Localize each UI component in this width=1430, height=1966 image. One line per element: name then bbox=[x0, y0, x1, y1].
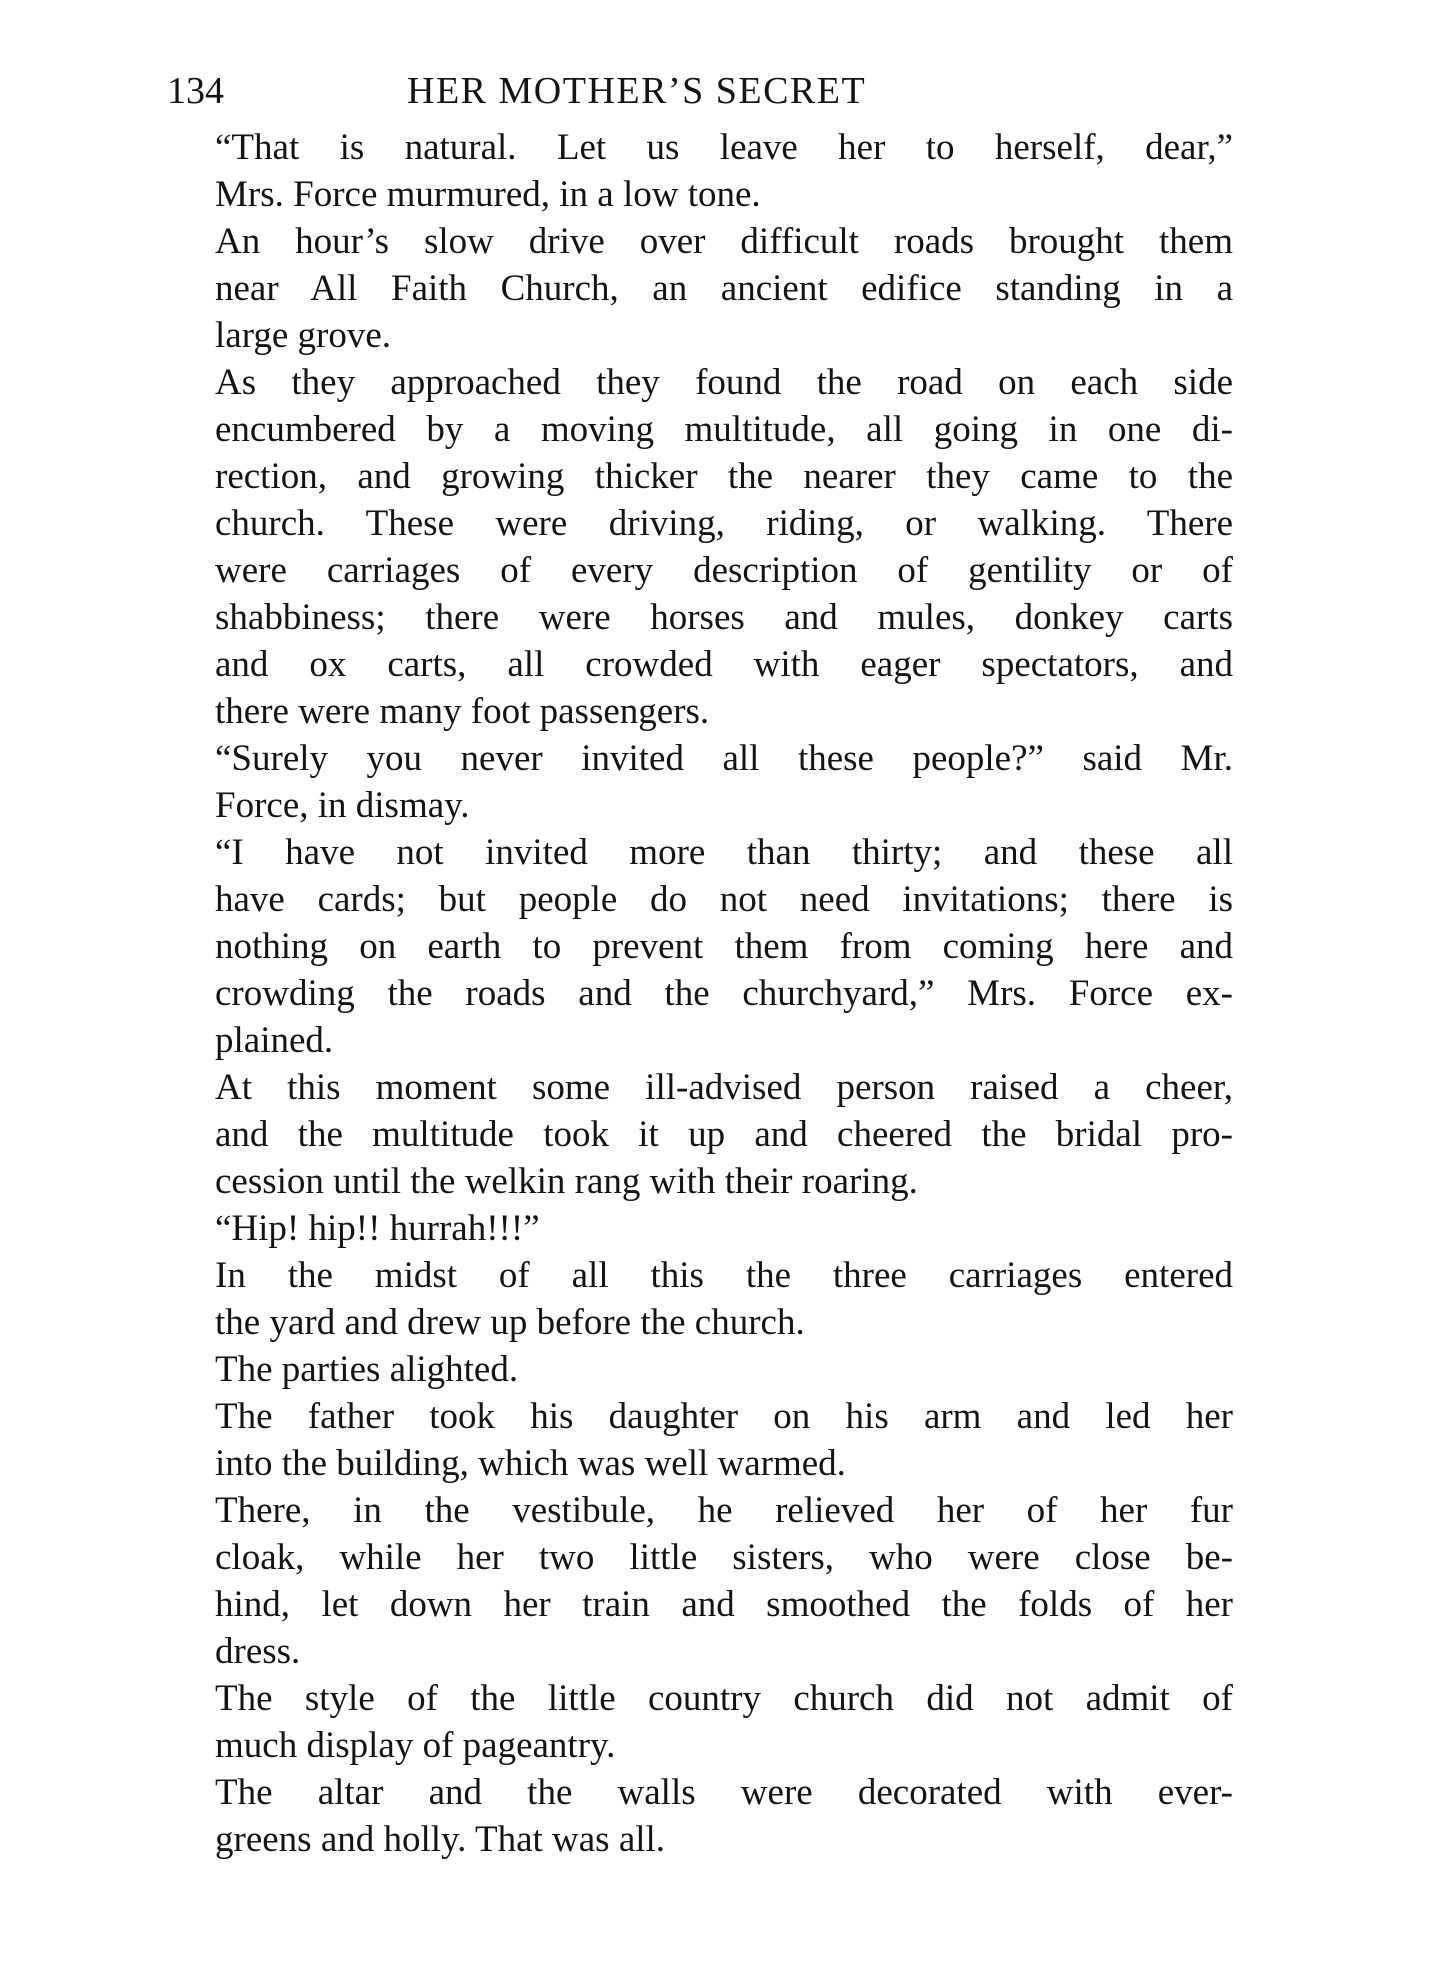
paragraph bbox=[167, 1252, 1233, 1346]
text-line: The father took his daughter on his arm and led her bbox=[215, 1396, 1233, 1437]
text-line: The style of the little country church did not admit of bbox=[215, 1678, 1233, 1719]
running-title: HER MOTHER’S SECRET bbox=[407, 70, 867, 112]
text-line: crowding the roads and the churchyard,” Mrs. Force ex- bbox=[215, 973, 1233, 1014]
paragraph bbox=[167, 359, 1233, 735]
text-line: the yard and drew up before the church. bbox=[215, 1302, 805, 1343]
text-line: were carriages of every description of gentility or of bbox=[215, 550, 1233, 591]
text-line: large grove. bbox=[215, 315, 392, 356]
text-line: As they approached they found the road on each side bbox=[215, 362, 1233, 403]
text-line: and the multitude took it up and cheered the bridal pro- bbox=[215, 1114, 1233, 1155]
paragraph bbox=[167, 1487, 1233, 1675]
text-line: An hour’s slow drive over difficult roads brought them bbox=[215, 221, 1233, 262]
text-line: rection, and growing thicker the nearer they came to the bbox=[215, 456, 1233, 497]
paragraph bbox=[167, 735, 1233, 829]
text-line: The parties alighted. bbox=[215, 1349, 519, 1390]
text-line: there were many foot passengers. bbox=[215, 691, 710, 732]
text-line: “That is natural. Let us leave her to herself, dear,” bbox=[215, 127, 1233, 168]
paragraph bbox=[167, 1675, 1233, 1769]
body-text bbox=[167, 124, 1233, 1863]
paragraph bbox=[167, 1205, 1233, 1252]
text-line: At this moment some ill-advised person raised a cheer, bbox=[215, 1067, 1233, 1108]
text-line: The altar and the walls were decorated with ever- bbox=[215, 1772, 1233, 1813]
text-line: have cards; but people do not need invitations; there is bbox=[215, 879, 1233, 920]
text-line: “I have not invited more than thirty; and these all bbox=[215, 832, 1233, 873]
paragraph bbox=[167, 124, 1233, 218]
page-header bbox=[167, 60, 1233, 122]
text-line: near All Faith Church, an ancient edifice standing in a bbox=[215, 268, 1233, 309]
text-line: dress. bbox=[215, 1631, 301, 1672]
text-line: Force, in dismay. bbox=[215, 785, 470, 826]
text-line: In the midst of all this the three carriages entered bbox=[215, 1255, 1233, 1296]
text-line: nothing on earth to prevent them from coming here and bbox=[215, 926, 1233, 967]
page-number: 134 bbox=[167, 70, 224, 112]
text-line: plained. bbox=[215, 1020, 334, 1061]
text-line: shabbiness; there were horses and mules, donkey carts bbox=[215, 597, 1233, 638]
paragraph bbox=[167, 1346, 1233, 1393]
text-line: greens and holly. That was all. bbox=[215, 1819, 666, 1860]
text-line: into the building, which was well warmed. bbox=[215, 1443, 846, 1484]
paragraph bbox=[167, 1064, 1233, 1205]
text-line: and ox carts, all crowded with eager spectators, and bbox=[215, 644, 1233, 685]
book-page bbox=[167, 60, 1233, 1863]
text-line: cession until the welkin rang with their roaring. bbox=[215, 1161, 918, 1202]
paragraph bbox=[167, 1769, 1233, 1863]
text-line: There, in the vestibule, he relieved her of her fur bbox=[215, 1490, 1233, 1531]
text-line: Mrs. Force murmured, in a low tone. bbox=[215, 174, 761, 215]
paragraph bbox=[167, 829, 1233, 1064]
paragraph bbox=[167, 1393, 1233, 1487]
paragraph bbox=[167, 218, 1233, 359]
text-line: encumbered by a moving multitude, all going in one di- bbox=[215, 409, 1233, 450]
text-line: cloak, while her two little sisters, who were close be- bbox=[215, 1537, 1233, 1578]
text-line: much display of pageantry. bbox=[215, 1725, 616, 1766]
text-line: “Surely you never invited all these people?” said Mr. bbox=[215, 738, 1233, 779]
text-line: hind, let down her train and smoothed the folds of her bbox=[215, 1584, 1233, 1625]
text-line: church. These were driving, riding, or walking. There bbox=[215, 503, 1233, 544]
text-line: “Hip! hip!! hurrah!!!” bbox=[215, 1208, 540, 1249]
